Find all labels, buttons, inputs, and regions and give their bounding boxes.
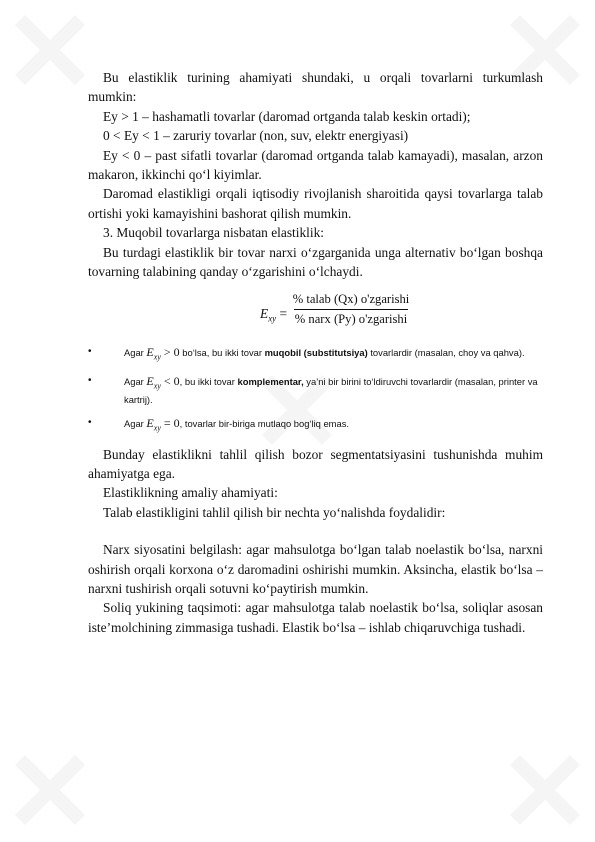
paragraph-analysis-usefulness: Talab elastikligini tahlil qilish bir nechta yo‘nalishda foydalidir:: [103, 504, 446, 520]
paragraph-inferior-goods: Ey < 0 – past sifatli tovarlar (daromad ortganda talab kamayadi), masalan, arzon makaron, ikkinchi qo‘l kiyimlar.: [88, 147, 543, 183]
section-heading-cross-elasticity: 3. Muqobil tovarlarga nisbatan elastiklik:: [103, 225, 325, 241]
paragraph-tax-burden: Soliq yukining taqsimoti: agar mahsulotga talab noelastik bo‘lsa, soliqlar asosan iste’molchining zimmasiga tushadi. Elastik bo‘lsa – ishlab chiqaruvchiga tushadi.: [88, 600, 543, 635]
bullet-item-complement: • Agar $E_{xy} < 0$, bu ikki tovar komplementar, ya’ni bir birini to‘ldiruvchi tovarlardir (masalan, printer va kartrij).: [88, 373, 538, 406]
section-heading-practical-importance: Elastiklikning amaliy ahamiyati:: [103, 485, 278, 501]
spacer: [88, 522, 543, 540]
document-body: [88, 68, 543, 637]
paragraph-luxury-goods: Ey > 1 – hashamatli tovarlar (daromad ortganda talab keskin ortadi);: [103, 108, 471, 124]
bullet-item-substitute: • Agar $E_{xy} > 0$ bo‘lsa, bu ikki tovar muqobil (substitutsiya) tovarlardir (masalan, choy va qahva).: [88, 345, 525, 362]
formula-lhs: $E_{xy}$ =: [260, 306, 288, 325]
formula-fraction: [292, 290, 410, 329]
bullet-marker: •: [88, 417, 92, 429]
paragraph-cross-elasticity-definition: Bu turdagi elastiklik bir tovar narxi o‘zgarganida unga alternativ bo‘lgan boshqa tovarning talabining qanday o‘zgarishini o‘lchaydi.: [88, 244, 543, 280]
paragraph-necessary-goods: 0 < Ey < 1 – zaruriy tovarlar (non, suv, elektr energiyasi): [103, 128, 409, 144]
paragraph-income-elasticity: Daromad elastikligi orqali iqtisodiy rivojlanish sharoitida qaysi tovarlarga talab ortishi yoki kamayishini bashorat qilish mumkin.: [88, 186, 543, 221]
formula-denominator: % narx (Py) o'zgarishi: [294, 312, 408, 327]
bullet-list: [88, 345, 543, 435]
paragraph-pricing-policy: Narx siyosatini belgilash: agar mahsulotga bo‘lgan talab noelastik bo‘lsa, narxni oshirish orqali korxona o‘z daromadini oshirishi mumkin. Aksincha, elastik bo‘lsa – narxni tushirish orqali sotuvni ko‘paytirish mumkin.: [88, 542, 543, 597]
bullet-item-independent: • Agar $E_{xy} = 0$, tovarlar bir-biriga mutlaqo bog‘liq emas.: [88, 416, 350, 433]
paragraph-intro: Bu elastiklik turining ahamiyati shundaki, u orqali tovarlarni turkumlash mumkin:: [88, 70, 543, 105]
cross-elasticity-formula: [88, 283, 543, 341]
bullet-marker: •: [88, 374, 92, 386]
paragraph-market-segmentation: Bunday elastiklikni tahlil qilish bozor segmentatsiyasini tushunishda muhim ahamiyatga ega.: [88, 446, 543, 482]
bullet-marker: •: [88, 346, 92, 358]
formula-numerator: % talab (Qx) o'zgarishi: [292, 292, 410, 307]
